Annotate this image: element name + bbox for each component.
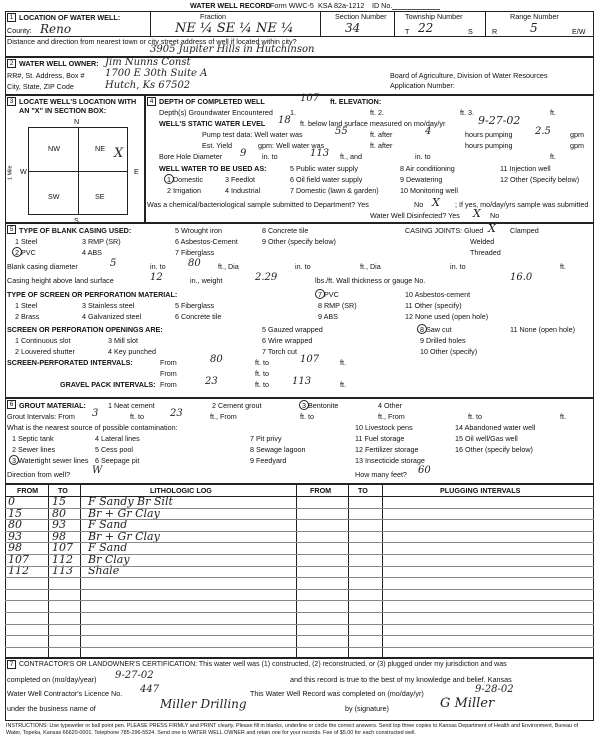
contamination-label: What is the nearest source of possible contamination: [7, 423, 178, 432]
log-to[interactable]: 112 [52, 552, 73, 566]
yield-hp: hours pumping [465, 141, 513, 150]
src-feedyard[interactable]: 9 Feedyard [250, 456, 287, 465]
static-level-mid: ft. below land surface measured on mo/day/yr [300, 119, 446, 128]
casing-title: TYPE OF BLANK CASING USED: [19, 226, 132, 235]
col-to: TO [58, 486, 68, 495]
casing-rmp[interactable]: 3 RMP (SR) [82, 237, 121, 246]
log-from[interactable]: 80 [8, 518, 22, 531]
license-value[interactable]: 447 [140, 684, 160, 695]
owner-name[interactable]: Jim Nunns Const [105, 57, 191, 68]
casing-wrought[interactable]: 5 Wrought iron [175, 226, 223, 235]
gp-to-label: ft. to [255, 380, 269, 389]
log-description[interactable]: F Sand [88, 541, 128, 554]
log-description[interactable]: Br + Gr Clay [88, 529, 160, 543]
chem-no: No [414, 200, 424, 209]
gauge-label: lbs./ft. Wall thickness or gauge No. [315, 276, 426, 285]
business-value[interactable]: Miller Drilling [160, 697, 247, 711]
in-to-2: in. to [295, 262, 311, 271]
township-label: Township Number [405, 12, 463, 21]
screen-pvc[interactable]: 7 PVC [318, 290, 339, 299]
open-other[interactable]: 10 Other (specify) [420, 347, 478, 356]
table-row [5, 589, 594, 590]
table-row [5, 519, 594, 520]
yield-gpm2: gpm [570, 141, 584, 150]
table-row [5, 647, 594, 648]
log-from[interactable]: 93 [8, 529, 22, 543]
range-label: Range Number [510, 12, 559, 21]
grout-ft-end: ft. [560, 412, 566, 421]
log-to[interactable]: 80 [52, 506, 66, 520]
ne-label: NE [95, 144, 105, 153]
open-continuous[interactable]: 1 Continuous slot [15, 336, 71, 345]
mile-label: 1 Mile [7, 165, 14, 181]
t-label: T [405, 27, 410, 36]
sp-to-label-2: ft. to [255, 369, 269, 378]
county-value[interactable]: Reno [40, 22, 72, 36]
chem-mark[interactable]: X [432, 196, 440, 209]
log-from[interactable]: 15 [8, 506, 22, 520]
address-label: RR#, St. Address, Box # [7, 71, 85, 80]
use-feedlot[interactable]: 3 Feedlot [225, 175, 255, 184]
record-completed-label: This Water Well Record was completed on (mo/day/yr) [250, 689, 424, 698]
log-description[interactable]: Br + Gr Clay [88, 506, 160, 520]
pump-value[interactable]: 55 [335, 126, 348, 137]
diameter-value[interactable]: 5 [110, 258, 117, 269]
bore-depth[interactable]: 113 [310, 148, 330, 159]
yield-gpm: gpm: Well water was [258, 141, 325, 150]
src-oilgas[interactable]: 15 Oil well/Gas well [455, 434, 518, 443]
grout-intervals-label: Grout Intervals: From [7, 412, 75, 421]
col-to-2: TO [358, 486, 368, 495]
yield-after: ft. after [370, 141, 393, 150]
grout-title: GROUT MATERIAL: [19, 401, 86, 410]
log-from[interactable]: 112 [8, 564, 29, 577]
grout-ft-to-3: ft. to [468, 412, 482, 421]
bore-to: in. to [262, 152, 278, 161]
ft-dia: ft., Dia [218, 262, 239, 271]
se-label: SE [95, 192, 105, 201]
grout-cement[interactable]: 2 Cement grout [212, 401, 262, 410]
table-row [5, 566, 594, 567]
table-row [5, 554, 594, 555]
use-air[interactable]: 8 Air conditioning [400, 164, 455, 173]
business-label: under the business name of [7, 704, 96, 713]
gw-3: ft. 3. [460, 108, 474, 117]
chem-label: Was a chemical/bacteriological sample submitted to Department? Yes [147, 200, 369, 209]
screen-other[interactable]: 11 Other (specify) [405, 301, 462, 310]
grout-bentonite[interactable]: 3 Bentonite [302, 401, 339, 410]
src-fertilizer[interactable]: 12 Fertilizer storage [355, 445, 419, 454]
open-saw[interactable]: 8 Saw cut [420, 325, 452, 334]
casing-concrete[interactable]: 8 Concrete tile [262, 226, 309, 235]
open-torch[interactable]: 7 Torch cut [262, 347, 298, 356]
disinfected-no: No [490, 211, 500, 220]
sp-from-label: From [160, 358, 177, 367]
south-label: S [74, 216, 79, 225]
open-louvered[interactable]: 2 Louvered shutter [15, 347, 75, 356]
bore-ft: ft. [550, 152, 556, 161]
diameter-to[interactable]: 80 [188, 258, 201, 269]
signature[interactable]: G Miller [440, 696, 495, 711]
height-label: Casing height above land surface [7, 276, 114, 285]
section-number-label: Section Number [335, 12, 387, 21]
bore-and: ft., and [340, 152, 362, 161]
static-level-value[interactable]: 18 [278, 115, 291, 126]
disinfected-label: Water Well Disinfected? Yes [370, 211, 460, 220]
grout-from[interactable]: 3 [92, 408, 99, 419]
ft-3: ft. [560, 262, 566, 271]
table-row [5, 577, 594, 578]
use-other[interactable]: 12 Other (Specify below) [500, 175, 580, 184]
section-number: 4 [147, 97, 156, 106]
grout-ft-from-2: ft., From [378, 412, 405, 421]
open-none[interactable]: 11 None (open hole) [510, 325, 575, 334]
src-abandoned[interactable]: 14 Abandoned water well [455, 423, 536, 432]
table-row [5, 542, 594, 543]
src-livestock[interactable]: 10 Livestock pens [355, 423, 413, 432]
src-sewer[interactable]: 2 Sewer lines [12, 445, 56, 454]
open-gauzed[interactable]: 5 Gauzed wrapped [262, 325, 323, 334]
bore-value[interactable]: 9 [240, 148, 247, 159]
col-from-2: FROM [310, 486, 332, 495]
open-mill[interactable]: 3 Mill slot [108, 336, 138, 345]
static-date[interactable]: 9-27-02 [478, 114, 521, 127]
county-label: County: [7, 26, 32, 35]
sp-from-label-2: From [160, 369, 177, 378]
grout-neat[interactable]: 1 Neat cement [108, 401, 155, 410]
section-number: 1 [7, 13, 16, 22]
fraction-value[interactable]: NE ¼ SE ¼ NE ¼ [175, 21, 294, 36]
yield-label: Est. Yield [202, 141, 232, 150]
nw-label: NW [48, 144, 60, 153]
open-key[interactable]: 4 Key punched [108, 347, 156, 356]
use-dewatering[interactable]: 9 Dewatering [400, 175, 443, 184]
section-value[interactable]: 34 [345, 21, 361, 35]
src-septic[interactable]: 1 Septic tank [12, 434, 54, 443]
screen-none[interactable]: 12 None used (open hole) [405, 312, 489, 321]
gw-1: 1. [290, 108, 296, 117]
col-litho: LITHOLOGIC LOG [150, 486, 212, 495]
section-number: 6 [7, 400, 16, 409]
gw-ft: ft. [550, 108, 556, 117]
screen-stainless[interactable]: 3 Stainless steel [82, 301, 135, 310]
sp-to-value[interactable]: 107 [300, 354, 320, 365]
elevation-label: ft. ELEVATION: [330, 97, 382, 106]
city-value[interactable]: Hutch, Ks 67502 [105, 80, 191, 91]
id-label: ID No. [372, 1, 393, 10]
sp-ft: ft. [340, 358, 346, 367]
cert-line-2a: completed on (mo/day/year) [7, 675, 97, 684]
signature-label: by (signature) [345, 704, 389, 713]
clamped-label: Clamped [510, 226, 539, 235]
depth-label: DEPTH OF COMPLETED WELL [159, 97, 265, 106]
sp-to-label: ft. to [255, 358, 269, 367]
board-label: Board of Agriculture, Division of Water Resources [390, 71, 548, 80]
src-lagoon[interactable]: 8 Sewage lagoon [250, 445, 306, 454]
screen-concrete[interactable]: 6 Concrete tile [175, 312, 222, 321]
log-description[interactable]: Shale [88, 564, 120, 577]
height-value[interactable]: 12 [150, 272, 163, 283]
license-label: Water Well Contractor's Licence No. [7, 689, 123, 698]
log-to[interactable]: 107 [52, 541, 73, 554]
depth-value[interactable]: 107 [300, 93, 320, 104]
open-drilled[interactable]: 9 Drilled holes [420, 336, 466, 345]
section-number: 7 [7, 660, 16, 669]
pump-gpm[interactable]: 2.5 [535, 126, 551, 137]
grout-to[interactable]: 23 [170, 408, 183, 419]
form-number: Form WWC-5 [270, 1, 314, 10]
openings-title: SCREEN OR PERFORATION OPENINGS ARE: [7, 325, 163, 334]
table-row [5, 600, 594, 601]
log-description[interactable]: F Sand [88, 518, 128, 531]
in-to: in. to [150, 262, 166, 271]
grout-other[interactable]: 4 Other [378, 401, 402, 410]
src-cesspool[interactable]: 5 Cess pool [95, 445, 133, 454]
log-description[interactable]: Br Clay [88, 552, 130, 566]
open-wire[interactable]: 6 Wire wrapped [262, 336, 313, 345]
range-value[interactable]: 5 [530, 21, 538, 35]
pump-test-label: Pump test data: Well water was [202, 130, 303, 139]
fraction-label: Fraction [200, 12, 226, 21]
table-row [5, 531, 594, 532]
map-title: LOCATE WELL'S LOCATION WITH [19, 97, 137, 106]
bore-in: in. to [415, 152, 431, 161]
log-to[interactable]: 93 [52, 518, 66, 531]
log-to[interactable]: 98 [52, 529, 66, 543]
screen-rmp[interactable]: 8 RMP (SR) [318, 301, 357, 310]
casing-abs[interactable]: 4 ABS [82, 248, 102, 257]
use-industrial[interactable]: 4 Industrial [225, 186, 261, 195]
src-fuel[interactable]: 11 Fuel storage [355, 434, 405, 443]
howmany-value[interactable]: 60 [418, 465, 431, 476]
casing-asbestos[interactable]: 6 Asbestos-Cement [175, 237, 238, 246]
log-to[interactable]: 15 [52, 495, 66, 508]
welded-label: Welded [470, 237, 495, 246]
log-to[interactable]: 113 [52, 564, 73, 577]
address-value[interactable]: 1700 E 30th Suite A [105, 68, 208, 79]
groundwater-label: Depth(s) Groundwater Encountered [159, 108, 273, 117]
casing-steel[interactable]: 1 Steel [15, 237, 38, 246]
pump-hours[interactable]: 4 [425, 126, 432, 137]
weight-value[interactable]: 2.29 [255, 272, 278, 283]
pump-hp: hours pumping [465, 130, 513, 139]
record-date[interactable]: 9-28-02 [475, 684, 514, 695]
use-monitoring[interactable]: 10 Monitoring well [400, 186, 458, 195]
cert-line-1: CONTRACTOR'S OR LANDOWNER'S CERTIFICATION: This water well was (1) constructed, (2) reconstructed, or (3) plugged under my jurisdiction and was [19, 661, 507, 668]
screen-brass[interactable]: 2 Brass [15, 312, 40, 321]
log-from[interactable]: 98 [8, 541, 22, 554]
township-value[interactable]: 22 [418, 21, 434, 35]
col-plug: PLUGGING INTERVALS [440, 486, 521, 495]
joints-label: CASING JOINTS: Glued [405, 226, 484, 235]
sp-from-value[interactable]: 80 [210, 354, 223, 365]
gp-to-value[interactable]: 113 [292, 376, 312, 387]
use-public[interactable]: 5 Public water supply [290, 164, 358, 173]
instructions: INSTRUCTIONS: Use typewriter or ball point pen. PLEASE PRESS FIRMLY and PRINT clearly. Please fill in blanks, underline or circle the correct answers. Send top three copies to Kansas Department of Health and Environment, Bureau of Water, Topeka, Kansas 66620-0001. Telephone 785-296-5524. Send one to WATER WELL OWNER and retain one for your records. Fee of $5.00 for each constructed well. [6, 723, 579, 736]
use-injection[interactable]: 11 Injection well [500, 164, 551, 173]
casing-fiberglass[interactable]: 7 Fiberglass [175, 248, 215, 257]
pump-after: ft. after [370, 130, 393, 139]
use-irrigation[interactable]: 2 Irrigation [167, 186, 201, 195]
table-row [5, 508, 594, 509]
src-insecticide[interactable]: 13 Insecticide storage [355, 456, 425, 465]
s-label: S [468, 27, 473, 36]
gpm-label: gpm [570, 130, 584, 139]
chem-tail: ; If yes, mo/day/yrs sample was submitted [455, 200, 589, 209]
in-to-3: in. to [450, 262, 466, 271]
gp-from-value[interactable]: 23 [205, 376, 218, 387]
col-from: FROM [17, 486, 39, 495]
log-description[interactable]: F Sandy Br Silt [88, 495, 173, 508]
city-label: City, State, ZIP Code [7, 82, 74, 91]
screen-title: TYPE OF SCREEN OR PERFORATION MATERIAL: [7, 290, 178, 299]
form-title: WATER WELL RECORD [190, 1, 271, 10]
log-from[interactable]: 107 [8, 552, 29, 566]
section-number: 3 [7, 97, 16, 106]
direction-label: Direction from well? [7, 470, 71, 479]
ft-dia-2: ft., Dia [360, 262, 381, 271]
use-domestic[interactable]: 1 Domestic [167, 175, 203, 184]
screen-intervals-label: SCREEN-PERFORATED INTERVALS: [7, 358, 133, 367]
distance-label: Distance and direction from nearest town or city street address of well if located within city? [7, 37, 297, 46]
table-row [5, 624, 594, 625]
screen-steel[interactable]: 1 Steel [15, 301, 38, 310]
direction-value[interactable]: W [92, 465, 103, 476]
gp-ft: ft. [340, 380, 346, 389]
grout-ft-to-2: ft. to [300, 412, 314, 421]
map-subtitle: AN "X" IN SECTION BOX: [19, 106, 107, 115]
src-seepage[interactable]: 6 Seepage pit [95, 456, 140, 465]
section-title: LOCATION OF WATER WELL: [19, 13, 121, 22]
casing-pvc[interactable]: 2 PVC [15, 248, 36, 257]
screen-asbestos[interactable]: 10 Asbestos-cement [405, 290, 471, 299]
disinfected-mark[interactable]: X [473, 207, 481, 220]
table-row [5, 612, 594, 613]
east-label: E [134, 167, 139, 176]
ksa-ref: KSA 82a-1212 [318, 1, 365, 10]
src-other[interactable]: 16 Other (specify below) [455, 445, 533, 454]
location-mark: X [114, 146, 124, 161]
gp-from-label: From [160, 380, 177, 389]
section-number: 2 [7, 59, 16, 68]
application-label: Application Number: [390, 81, 455, 90]
grout-ft-from: ft., From [210, 412, 237, 421]
distance-value[interactable]: 3905 Jupiter Hills in Hutchinson [150, 44, 315, 55]
north-label: N [74, 117, 80, 126]
sw-label: SW [48, 192, 60, 201]
src-privy[interactable]: 7 Pit privy [250, 434, 282, 443]
gauge-value[interactable]: 16.0 [510, 272, 533, 283]
bore-label: Bore Hole Diameter [159, 152, 223, 161]
west-label: W [20, 167, 27, 176]
threaded-label: Threaded [470, 248, 501, 257]
use-lawn[interactable]: 7 Domestic (lawn & garden) [290, 186, 379, 195]
screen-galvanized[interactable]: 4 Galvanized steel [82, 312, 142, 321]
src-watertight[interactable]: 3 Watertight sewer lines [12, 456, 89, 465]
static-level-label: WELL'S STATIC WATER LEVEL [159, 119, 266, 128]
src-lateral[interactable]: 4 Lateral lines [95, 434, 140, 443]
section-number: 5 [7, 225, 16, 234]
owner-label: WATER WELL OWNER: [19, 59, 99, 68]
r-label: R [492, 27, 498, 36]
completed-date[interactable]: 9-27-02 [115, 670, 154, 681]
use-oilfield[interactable]: 6 Oil field water supply [290, 175, 363, 184]
screen-abs[interactable]: 9 ABS [318, 312, 338, 321]
howmany-label: How many feet? [355, 470, 407, 479]
weight-label: in., weight [190, 276, 223, 285]
use-title: WELL WATER TO BE USED AS: [159, 164, 267, 173]
diameter-label: Blank casing diameter [7, 262, 78, 271]
grout-ft-to: ft. to [130, 412, 144, 421]
cert-line-2b: and this record is true to the best of my knowledge and belief. Kansas [290, 675, 512, 684]
table-row [5, 635, 594, 636]
gw-2: ft. 2. [370, 108, 384, 117]
ew-label: E/W [572, 27, 586, 36]
gravel-label: GRAVEL PACK INTERVALS: [60, 380, 156, 389]
log-from[interactable]: 0 [8, 495, 15, 508]
casing-other[interactable]: 9 Other (specify below) [262, 237, 336, 246]
joints-mark[interactable]: X [488, 222, 496, 235]
screen-fiberglass[interactable]: 5 Fiberglass [175, 301, 215, 310]
